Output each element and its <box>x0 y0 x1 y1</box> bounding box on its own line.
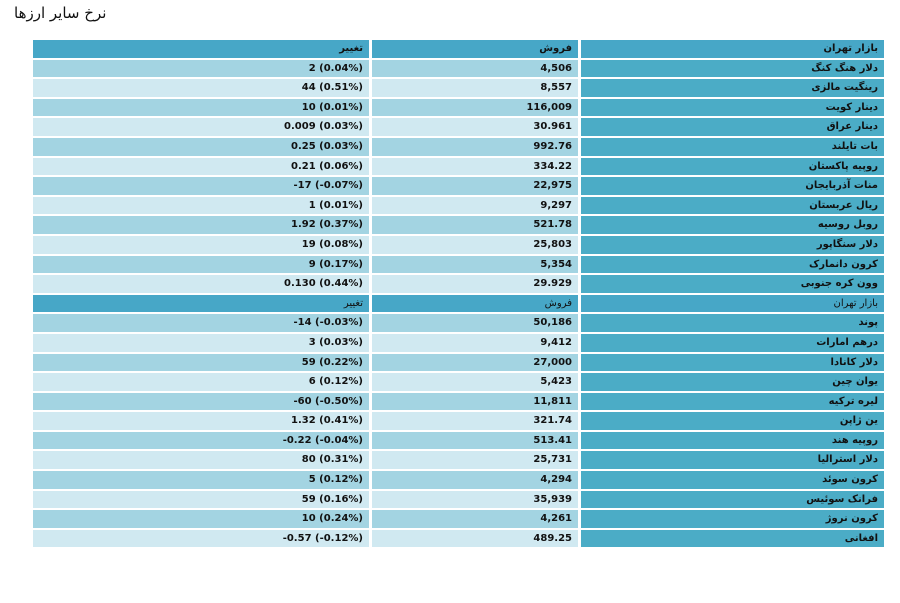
sell-value: 4,261 <box>372 510 578 528</box>
change-value-text: 19 (0.08%) <box>301 238 363 250</box>
table-row <box>33 334 884 352</box>
sell-value: 4,506 <box>372 60 578 78</box>
change-value-text: 59 (0.16%) <box>301 493 363 505</box>
currency-name: فرانک سوئیس <box>581 491 884 509</box>
change-value-text: -14 (-0.03%) <box>293 317 363 329</box>
sell-subheader: فروش <box>372 295 578 313</box>
table-header-row <box>33 40 884 58</box>
table-row <box>33 491 884 509</box>
change-value-text: 3 (0.03%) <box>308 336 363 348</box>
change-value-text: 5 (0.12%) <box>308 474 363 486</box>
change-value-text: 59 (0.22%) <box>301 356 363 368</box>
table-row <box>33 354 884 372</box>
change-value <box>33 373 369 391</box>
sell-value: 992.76 <box>372 138 578 156</box>
change-value <box>33 197 369 215</box>
currency-name: افغانی <box>581 530 884 548</box>
change-value <box>33 314 369 332</box>
table-row <box>33 118 884 136</box>
currency-name: دلار استرالیا <box>581 451 884 469</box>
change-column-header: تغییر <box>33 40 369 58</box>
currency-name: وون کره جنوبی <box>581 275 884 293</box>
table-row <box>33 510 884 528</box>
currency-name: منات آذربایجان <box>581 177 884 195</box>
rates-body <box>33 40 884 547</box>
currency-name: ریال عربستان <box>581 197 884 215</box>
change-value-text: 6 (0.12%) <box>308 376 363 388</box>
currency-name: روبل روسیه <box>581 216 884 234</box>
table-row <box>33 256 884 274</box>
currency-name: درهم امارات <box>581 334 884 352</box>
change-value-text: -0.22 (-0.04%) <box>282 434 363 446</box>
change-value <box>33 393 369 411</box>
change-value-text: 0.25 (0.03%) <box>291 140 363 152</box>
sell-value: 29.929 <box>372 275 578 293</box>
sell-value: 5,423 <box>372 373 578 391</box>
change-value-text: 80 (0.31%) <box>301 454 363 466</box>
page-title: نرخ سایر ارزها <box>14 4 107 22</box>
currency-name: دینار کویت <box>581 99 884 117</box>
sell-value: 5,354 <box>372 256 578 274</box>
table-row <box>33 177 884 195</box>
currency-name: پوند <box>581 314 884 332</box>
sell-column-header: فروش <box>372 40 578 58</box>
change-value-text: 1 (0.01%) <box>308 199 363 211</box>
currency-name: دینار عراق <box>581 118 884 136</box>
sell-value: 321.74 <box>372 412 578 430</box>
change-value-text: 0.009 (0.03%) <box>284 121 363 133</box>
sell-value: 9,297 <box>372 197 578 215</box>
sell-value: 4,294 <box>372 471 578 489</box>
sell-value: 25,803 <box>372 236 578 254</box>
table-row <box>33 216 884 234</box>
change-value <box>33 256 369 274</box>
sell-value: 27,000 <box>372 354 578 372</box>
change-value <box>33 236 369 254</box>
change-value-text: 0.130 (0.44%) <box>284 278 363 290</box>
change-value <box>33 216 369 234</box>
table-row <box>33 60 884 78</box>
currency-name: کرون دانمارک <box>581 256 884 274</box>
change-value <box>33 510 369 528</box>
change-value-text: 1.32 (0.41%) <box>291 415 363 427</box>
table-row <box>33 275 884 293</box>
sell-value: 50,186 <box>372 314 578 332</box>
table-row <box>33 432 884 450</box>
sell-value: 334.22 <box>372 158 578 176</box>
change-value <box>33 60 369 78</box>
sell-value: 30.961 <box>372 118 578 136</box>
table-row <box>33 79 884 97</box>
currency-name: دلار کانادا <box>581 354 884 372</box>
table-row <box>33 373 884 391</box>
change-value <box>33 99 369 117</box>
change-value-text: -17 (-0.07%) <box>293 180 363 192</box>
table-row <box>33 471 884 489</box>
change-value <box>33 412 369 430</box>
table-row <box>33 314 884 332</box>
sell-value: 22,975 <box>372 177 578 195</box>
currency-name: کرون سوئد <box>581 471 884 489</box>
table-row <box>33 412 884 430</box>
market-column-header: بازار تهران <box>581 40 884 58</box>
sell-value: 116,009 <box>372 99 578 117</box>
currency-rates-table <box>30 38 887 549</box>
change-value-text: 44 (0.51%) <box>301 82 363 94</box>
change-value-text: -60 (-0.50%) <box>293 395 363 407</box>
change-value-text: 10 (0.24%) <box>301 513 363 525</box>
currency-name: یوان چین <box>581 373 884 391</box>
change-value-text: -0.57 (-0.12%) <box>282 532 363 544</box>
market-subheader: بازار تهران <box>581 295 884 313</box>
currency-name: دلار سنگاپور <box>581 236 884 254</box>
currency-name: رینگیت مالزی <box>581 79 884 97</box>
change-value <box>33 471 369 489</box>
sell-value: 9,412 <box>372 334 578 352</box>
change-value <box>33 432 369 450</box>
table-subheader-row <box>33 295 884 313</box>
sell-value: 513.41 <box>372 432 578 450</box>
change-value <box>33 118 369 136</box>
sell-value: 25,731 <box>372 451 578 469</box>
change-value-text: 1.92 (0.37%) <box>291 219 363 231</box>
change-value <box>33 79 369 97</box>
currency-name: ین ژاپن <box>581 412 884 430</box>
change-value <box>33 334 369 352</box>
change-value <box>33 177 369 195</box>
sell-value: 11,811 <box>372 393 578 411</box>
sell-value: 489.25 <box>372 530 578 548</box>
table-row <box>33 138 884 156</box>
currency-name: روپیه هند <box>581 432 884 450</box>
change-subheader: تغییر <box>33 295 369 313</box>
change-value <box>33 138 369 156</box>
sell-value: 8,557 <box>372 79 578 97</box>
change-value-text: 9 (0.17%) <box>308 258 363 270</box>
change-value-text: 2 (0.04%) <box>308 62 363 74</box>
currency-name: کرون نروژ <box>581 510 884 528</box>
currency-name: بات تایلند <box>581 138 884 156</box>
change-value-text: 0.21 (0.06%) <box>291 160 363 172</box>
change-value <box>33 354 369 372</box>
table-row <box>33 236 884 254</box>
table-row <box>33 197 884 215</box>
currency-name: لیره ترکیه <box>581 393 884 411</box>
change-value-text: 10 (0.01%) <box>301 101 363 113</box>
table-row <box>33 393 884 411</box>
change-value <box>33 158 369 176</box>
change-value <box>33 530 369 548</box>
table-row <box>33 158 884 176</box>
table-row <box>33 451 884 469</box>
change-value <box>33 491 369 509</box>
table-row <box>33 530 884 548</box>
change-value <box>33 451 369 469</box>
currency-name: دلار هنگ کنگ <box>581 60 884 78</box>
sell-value: 521.78 <box>372 216 578 234</box>
sell-value: 35,939 <box>372 491 578 509</box>
currency-name: روپیه پاکستان <box>581 158 884 176</box>
table-row <box>33 99 884 117</box>
change-value <box>33 275 369 293</box>
